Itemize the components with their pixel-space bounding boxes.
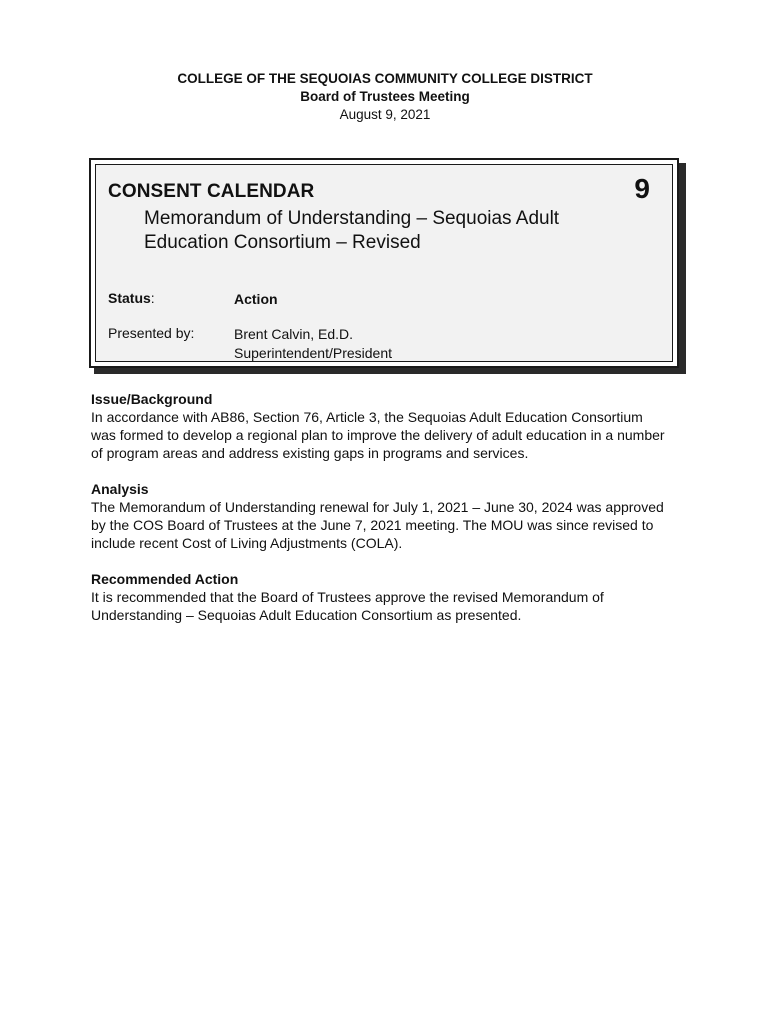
analysis-section (91, 480, 671, 552)
agenda-item-title-line1: Memorandum of Understanding – Sequoias Adult (144, 208, 560, 229)
status-label-colon: : (150, 290, 155, 306)
issue-background-section (91, 390, 671, 462)
meeting-date: August 9, 2021 (339, 107, 431, 122)
status-label-text: Status (108, 290, 151, 306)
meeting-name: Board of Trustees Meeting (300, 89, 470, 104)
recommended-action-section (91, 570, 671, 624)
status-value: Action (234, 291, 278, 307)
presented-by-label: Presented by: (108, 325, 195, 341)
section-heading: Analysis (91, 481, 149, 497)
presenter-name: Brent Calvin, Ed.D. (234, 326, 354, 342)
status-label (108, 290, 155, 306)
presenter (234, 325, 392, 363)
district-name: COLLEGE OF THE SEQUOIAS COMMUNITY COLLEGE DISTRICT (177, 71, 593, 86)
agenda-item-number: 9 (634, 173, 650, 204)
agenda-item-panel (95, 164, 673, 362)
document-body (91, 390, 671, 642)
document-header (0, 70, 770, 124)
agenda-category: CONSENT CALENDAR (108, 181, 315, 202)
agenda-item-title (144, 207, 614, 255)
agenda-item-box (89, 158, 679, 368)
section-paragraph: The Memorandum of Understanding renewal for July 1, 2021 – June 30, 2024 was approved by the COS Board of Trustees at the June 7, 2021 meeting. The MOU was since revised to include recent Cost of Living Adjustments (COLA). (91, 499, 664, 551)
section-heading: Recommended Action (91, 571, 239, 587)
section-paragraph: It is recommended that the Board of Trustees approve the revised Memorandum of Understanding – Sequoias Adult Education Consortium as presented. (91, 589, 604, 623)
presenter-title: Superintendent/President (234, 345, 392, 361)
agenda-item-title-line2: Education Consortium – Revised (144, 232, 421, 253)
section-heading: Issue/Background (91, 391, 213, 407)
section-paragraph: In accordance with AB86, Section 76, Article 3, the Sequoias Adult Education Consortium was formed to develop a regional plan to improve the delivery of adult education in a number of program areas and address existing gaps in programs and services. (91, 409, 665, 461)
